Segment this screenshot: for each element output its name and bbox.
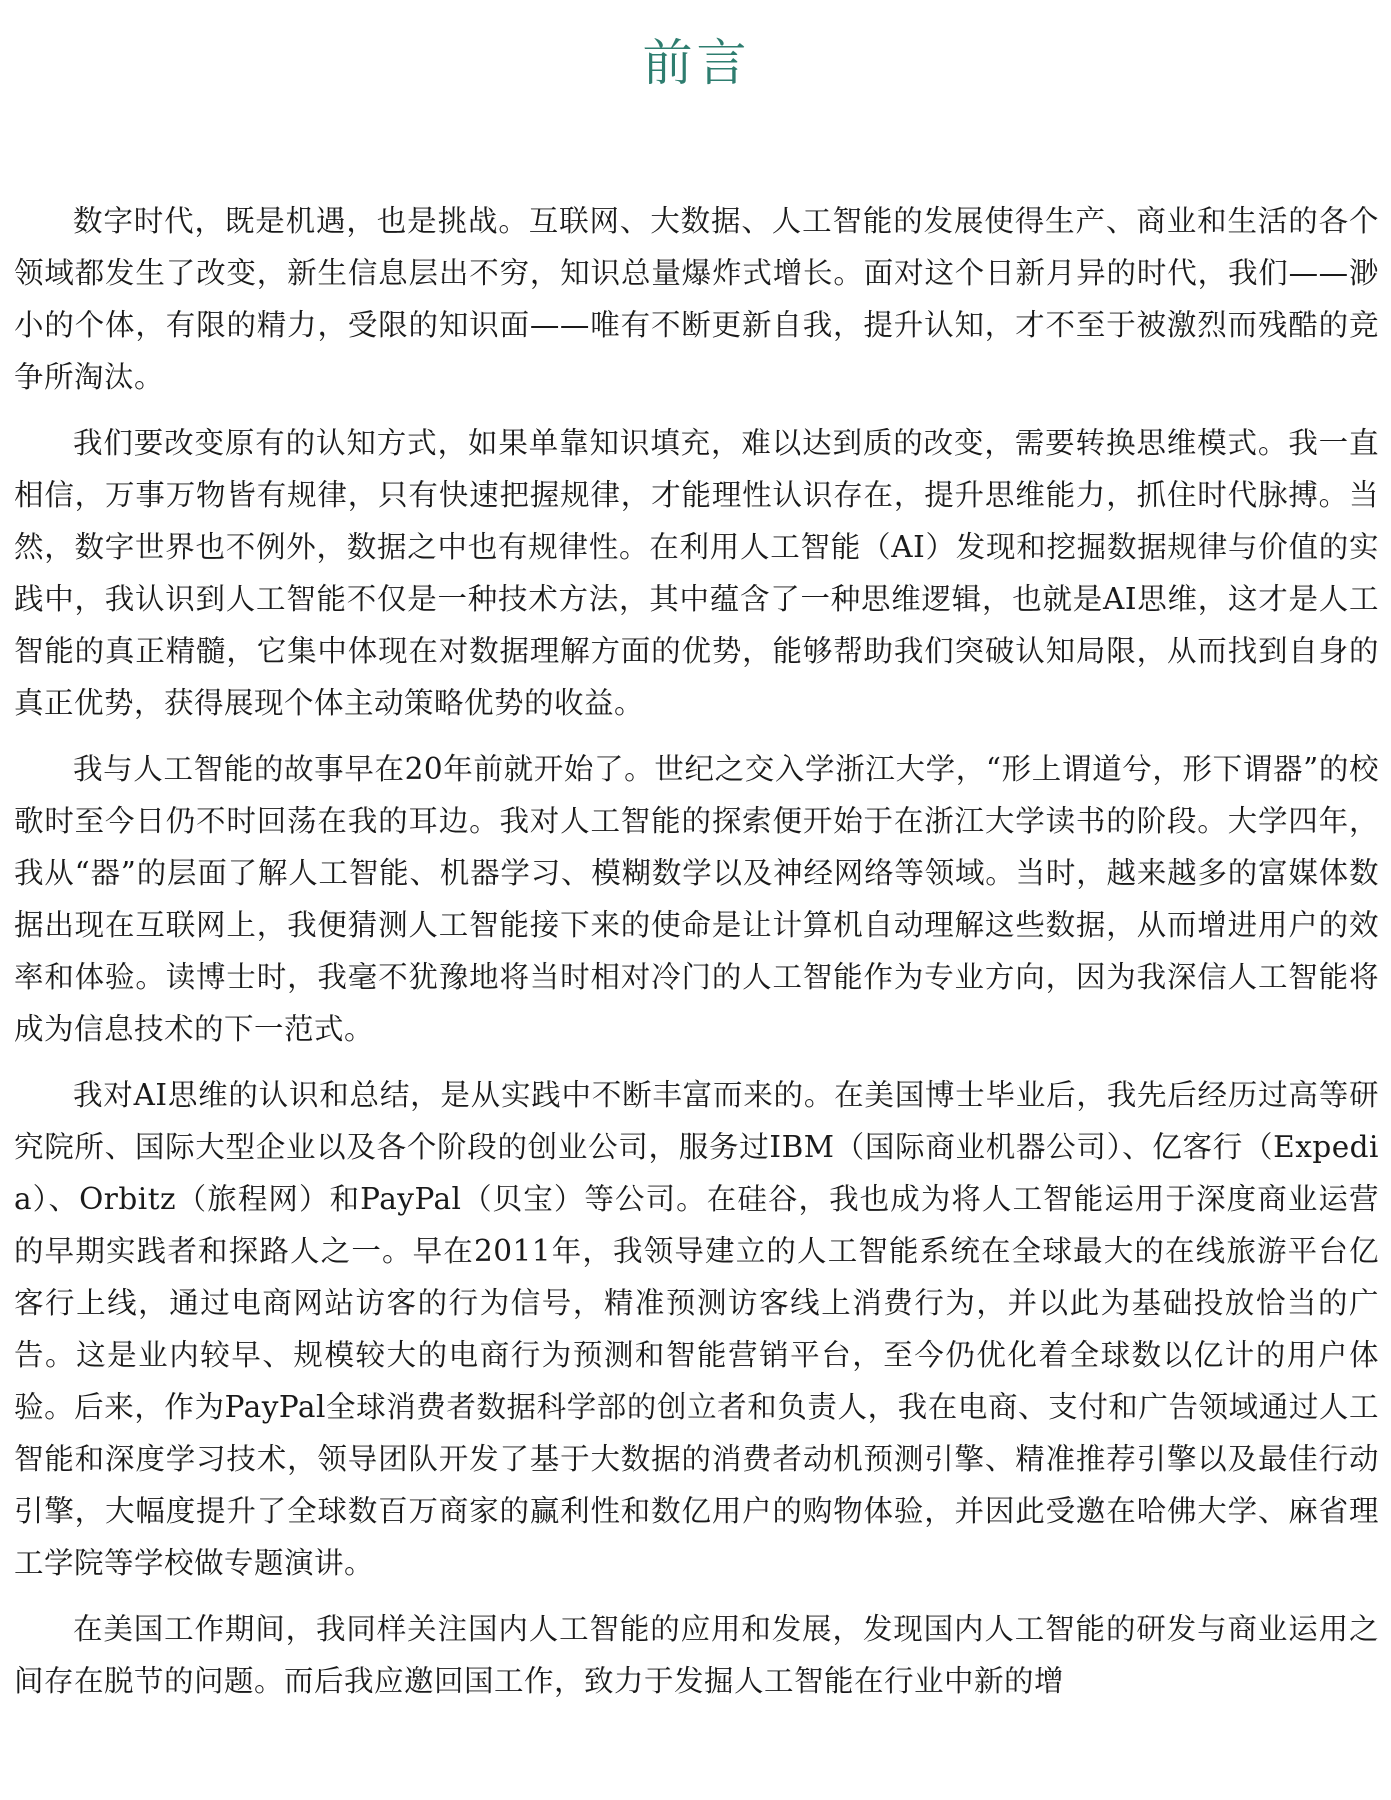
paragraph-1: 数字时代，既是机遇，也是挑战。互联网、大数据、人工智能的发展使得生产、商业和生活的各个领域都发生了改变，新生信息层出不穷，知识总量爆炸式增长。面对这个日新月异的时代，我们——渺小的个体，有限的精力，受限的知识面——唯有不断更新自我，提升认知，才不至于被激烈而残酷的竞争所淘汰。	[14, 204, 1379, 394]
document-body	[14, 195, 1379, 1707]
page-title: 前言	[642, 34, 751, 92]
paragraph-4: 我对AI思维的认识和总结，是从实践中不断丰富而来的。在美国博士毕业后，我先后经历过高等研究院所、国际大型企业以及各个阶段的创业公司，服务过IBM（国际商业机器公司）、亿客行（Expedia）、Orbitz（旅程网）和PayPal（贝宝）等公司。在硅谷，我也成为将人工智能运用于深度商业运营的早期实践者和探路人之一。早在2011年，我领导建立的人工智能系统在全球最大的在线旅游平台亿客行上线，通过电商网站访客的行为信号，精准预测访客线上消费行为，并以此为基础投放恰当的广告。这是业内较早、规模较大的电商行为预测和智能营销平台，至今仍优化着全球数以亿计的用户体验。后来，作为PayPal全球消费者数据科学部的创立者和负责人，我在电商、支付和广告领域通过人工智能和深度学习技术，领导团队开发了基于大数据的消费者动机预测引擎、精准推荐引擎以及最佳行动引擎，大幅度提升了全球数百万商家的赢利性和数亿用户的购物体验，并因此受邀在哈佛大学、麻省理工学院等学校做专题演讲。	[14, 1078, 1379, 1580]
paragraph-2: 我们要改变原有的认知方式，如果单靠知识填充，难以达到质的改变，需要转换思维模式。我一直相信，万事万物皆有规律，只有快速把握规律，才能理性认识存在，提升思维能力，抓住时代脉搏。当然，数字世界也不例外，数据之中也有规律性。在利用人工智能（AI）发现和挖掘数据规律与价值的实践中，我认识到人工智能不仅是一种技术方法，其中蕴含了一种思维逻辑，也就是AI思维，这才是人工智能的真正精髓，它集中体现在对数据理解方面的优势，能够帮助我们突破认知局限，从而找到自身的真正优势，获得展现个体主动策略优势的收益。	[14, 426, 1379, 720]
paragraph-3: 我与人工智能的故事早在20年前就开始了。世纪之交入学浙江大学，“形上谓道兮，形下谓器”的校歌时至今日仍不时回荡在我的耳边。我对人工智能的探索便开始于在浙江大学读书的阶段。大学四年，我从“器”的层面了解人工智能、机器学习、模糊数学以及神经网络等领域。当时，越来越多的富媒体数据出现在互联网上，我便猜测人工智能接下来的使命是让计算机自动理解这些数据，从而增进用户的效率和体验。读博士时，我毫不犹豫地将当时相对冷门的人工智能作为专业方向，因为我深信人工智能将成为信息技术的下一范式。	[14, 752, 1379, 1046]
paragraph-5: 在美国工作期间，我同样关注国内人工智能的应用和发展，发现国内人工智能的研发与商业运用之间存在脱节的问题。而后我应邀回国工作，致力于发掘人工智能在行业中新的增	[14, 1612, 1379, 1698]
